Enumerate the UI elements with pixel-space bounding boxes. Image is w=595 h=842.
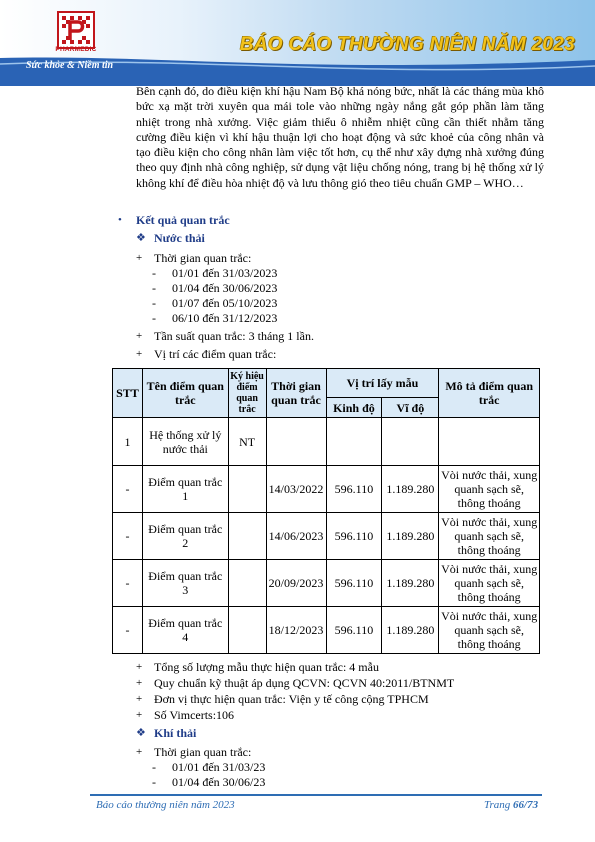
bullet-dot-icon: • — [118, 214, 122, 226]
wastewater-locations-label: Vị trí các điểm quan trắc: — [154, 347, 277, 361]
cell-latitude: 1.189.280 — [382, 607, 439, 654]
page-prefix: Trang — [484, 799, 514, 811]
cell-latitude: 1.189.280 — [382, 466, 439, 513]
dash-bullet-icon: - — [152, 775, 156, 789]
cell-symbol — [228, 513, 266, 560]
exhaust-period: 01/01 đến 31/03/23 — [172, 760, 266, 774]
table-header-longitude: Kinh độ — [326, 398, 382, 418]
wastewater-period: 01/04 đến 30/06/2023 — [172, 281, 278, 295]
after-table-item: Đơn vị thực hiện quan trắc: Viện y tế công cộng TPHCM — [154, 692, 429, 706]
footer-page-number — [484, 799, 538, 811]
table-row — [113, 513, 540, 560]
logo-name: PHARMEDIC — [55, 46, 97, 53]
wastewater-frequency: Tần suất quan trắc: 3 tháng 1 lần. — [154, 329, 314, 343]
cell-time: 14/06/2023 — [266, 513, 326, 560]
cell-description: Vòi nước thải, xung quanh sạch sẽ, thông thoáng — [439, 607, 540, 654]
plus-bullet-icon: + — [136, 693, 143, 705]
cell-stt: - — [113, 607, 143, 654]
after-table-item: Số Vimcerts:106 — [154, 708, 235, 722]
cell-stt: - — [113, 466, 143, 513]
wastewater-period: 06/10 đến 31/12/2023 — [172, 311, 278, 325]
footer-divider — [90, 794, 542, 796]
dash-bullet-icon: - — [152, 760, 156, 774]
table-row — [113, 560, 540, 607]
wastewater-period: 01/01 đến 31/03/2023 — [172, 266, 278, 280]
cell-time: 14/03/2022 — [266, 466, 326, 513]
cell-longitude: 596.110 — [326, 560, 382, 607]
exhaust-heading: Khí thải — [154, 726, 197, 740]
plus-bullet-icon: + — [136, 709, 143, 721]
table-header-position: Vị trí lấy mẫu — [326, 369, 439, 398]
cell-symbol — [228, 607, 266, 654]
dash-bullet-icon: - — [152, 296, 156, 310]
cell-symbol: NT — [228, 418, 266, 466]
cell-longitude — [326, 418, 382, 466]
cell-description: Vòi nước thải, xung quanh sạch sẽ, thông thoáng — [439, 513, 540, 560]
cell-description: Vòi nước thải, xung quanh sạch sẽ, thông thoáng — [439, 560, 540, 607]
cell-stt: - — [113, 560, 143, 607]
diamond-bullet-icon: ❖ — [136, 232, 146, 244]
intro-paragraph: Bên cạnh đó, do điều kiện khí hậu Nam Bộ khá nóng bức, nhất là các tháng mùa khô bức xạ mặt trời xuyên qua mái tole vào những ngày nắng gắt góp phần làm tăng nhiệt trong nhà xưởng. Việc giảm thiểu ô nhiễm nhiệt cũng cần thiết nhằm tăng cường điều kiện vì khí hậu thuận lợi cho hoạt động và sức khoẻ của công nhân và tạo điều kiện cho công nhân làm việc tốt hơn, cụ thể như xây dựng nhà xưởng đúng theo quy định nhà công nghiệp, sử dụng vật liệu chống nóng, trang bị hệ thống xử lý không khí để điều hòa nhiệt độ và lưu thông gió theo tiêu chuẩn GMP – WHO… — [136, 84, 544, 190]
after-table-item: Quy chuẩn kỹ thuật áp dụng QCVN: QCVN 40:2011/BTNMT — [154, 676, 455, 690]
dash-bullet-icon: - — [152, 281, 156, 295]
plus-bullet-icon: + — [136, 677, 143, 689]
observation-points-table — [112, 368, 540, 654]
table-header-symbol: Ký hiệu điểm quan trắc — [228, 369, 266, 418]
exhaust-time-label: Thời gian quan trắc: — [154, 745, 252, 759]
cell-symbol — [228, 560, 266, 607]
cell-stt: - — [113, 513, 143, 560]
cell-description — [439, 418, 540, 466]
wastewater-period: 01/07 đến 05/10/2023 — [172, 296, 278, 310]
after-table-item: Tổng số lượng mẫu thực hiện quan trắc: 4 mẫu — [154, 660, 379, 674]
cell-latitude — [382, 418, 439, 466]
cell-longitude: 596.110 — [326, 607, 382, 654]
table-header-stt: STT — [113, 369, 143, 418]
plus-bullet-icon: + — [136, 348, 143, 360]
section-heading: Kết quả quan trắc — [136, 213, 230, 227]
report-title: BÁO CÁO THƯỜNG NIÊN NĂM 2023 — [239, 34, 575, 55]
cell-latitude: 1.189.280 — [382, 513, 439, 560]
cell-time: 20/09/2023 — [266, 560, 326, 607]
footer-report-name: Báo cáo thường niên năm 2023 — [96, 799, 235, 811]
page-current: 66 — [513, 799, 525, 811]
table-header-description: Mô tả điểm quan trắc — [439, 369, 540, 418]
company-logo-icon — [56, 10, 96, 50]
table-row — [113, 607, 540, 654]
exhaust-period: 01/04 đến 30/06/23 — [172, 775, 266, 789]
cell-name: Hệ thống xử lý nước thải — [142, 418, 228, 466]
wastewater-heading: Nước thải — [154, 231, 205, 245]
plus-bullet-icon: + — [136, 252, 143, 264]
cell-name: Điểm quan trắc 3 — [142, 560, 228, 607]
cell-latitude: 1.189.280 — [382, 560, 439, 607]
table-row — [113, 418, 540, 466]
dash-bullet-icon: - — [152, 311, 156, 325]
cell-name: Điểm quan trắc 1 — [142, 466, 228, 513]
table-header-name: Tên điểm quan trắc — [142, 369, 228, 418]
cell-symbol — [228, 466, 266, 513]
cell-name: Điểm quan trắc 4 — [142, 607, 228, 654]
page-total: /73 — [524, 799, 539, 811]
cell-stt: 1 — [113, 418, 143, 466]
cell-time — [266, 418, 326, 466]
wastewater-time-label: Thời gian quan trắc: — [154, 251, 252, 265]
diamond-bullet-icon: ❖ — [136, 727, 146, 739]
table-row — [113, 466, 540, 513]
plus-bullet-icon: + — [136, 746, 143, 758]
plus-bullet-icon: + — [136, 330, 143, 342]
table-header-time: Thời gian quan trắc — [266, 369, 326, 418]
cell-description: Vòi nước thải, xung quanh sạch sẽ, thông thoáng — [439, 466, 540, 513]
cell-time: 18/12/2023 — [266, 607, 326, 654]
dash-bullet-icon: - — [152, 266, 156, 280]
table-header-latitude: Vĩ độ — [382, 398, 439, 418]
cell-longitude: 596.110 — [326, 466, 382, 513]
cell-name: Điểm quan trắc 2 — [142, 513, 228, 560]
plus-bullet-icon: + — [136, 661, 143, 673]
cell-longitude: 596.110 — [326, 513, 382, 560]
slogan: Sức khỏe & Niềm tin — [26, 60, 114, 71]
page-header — [0, 0, 595, 84]
